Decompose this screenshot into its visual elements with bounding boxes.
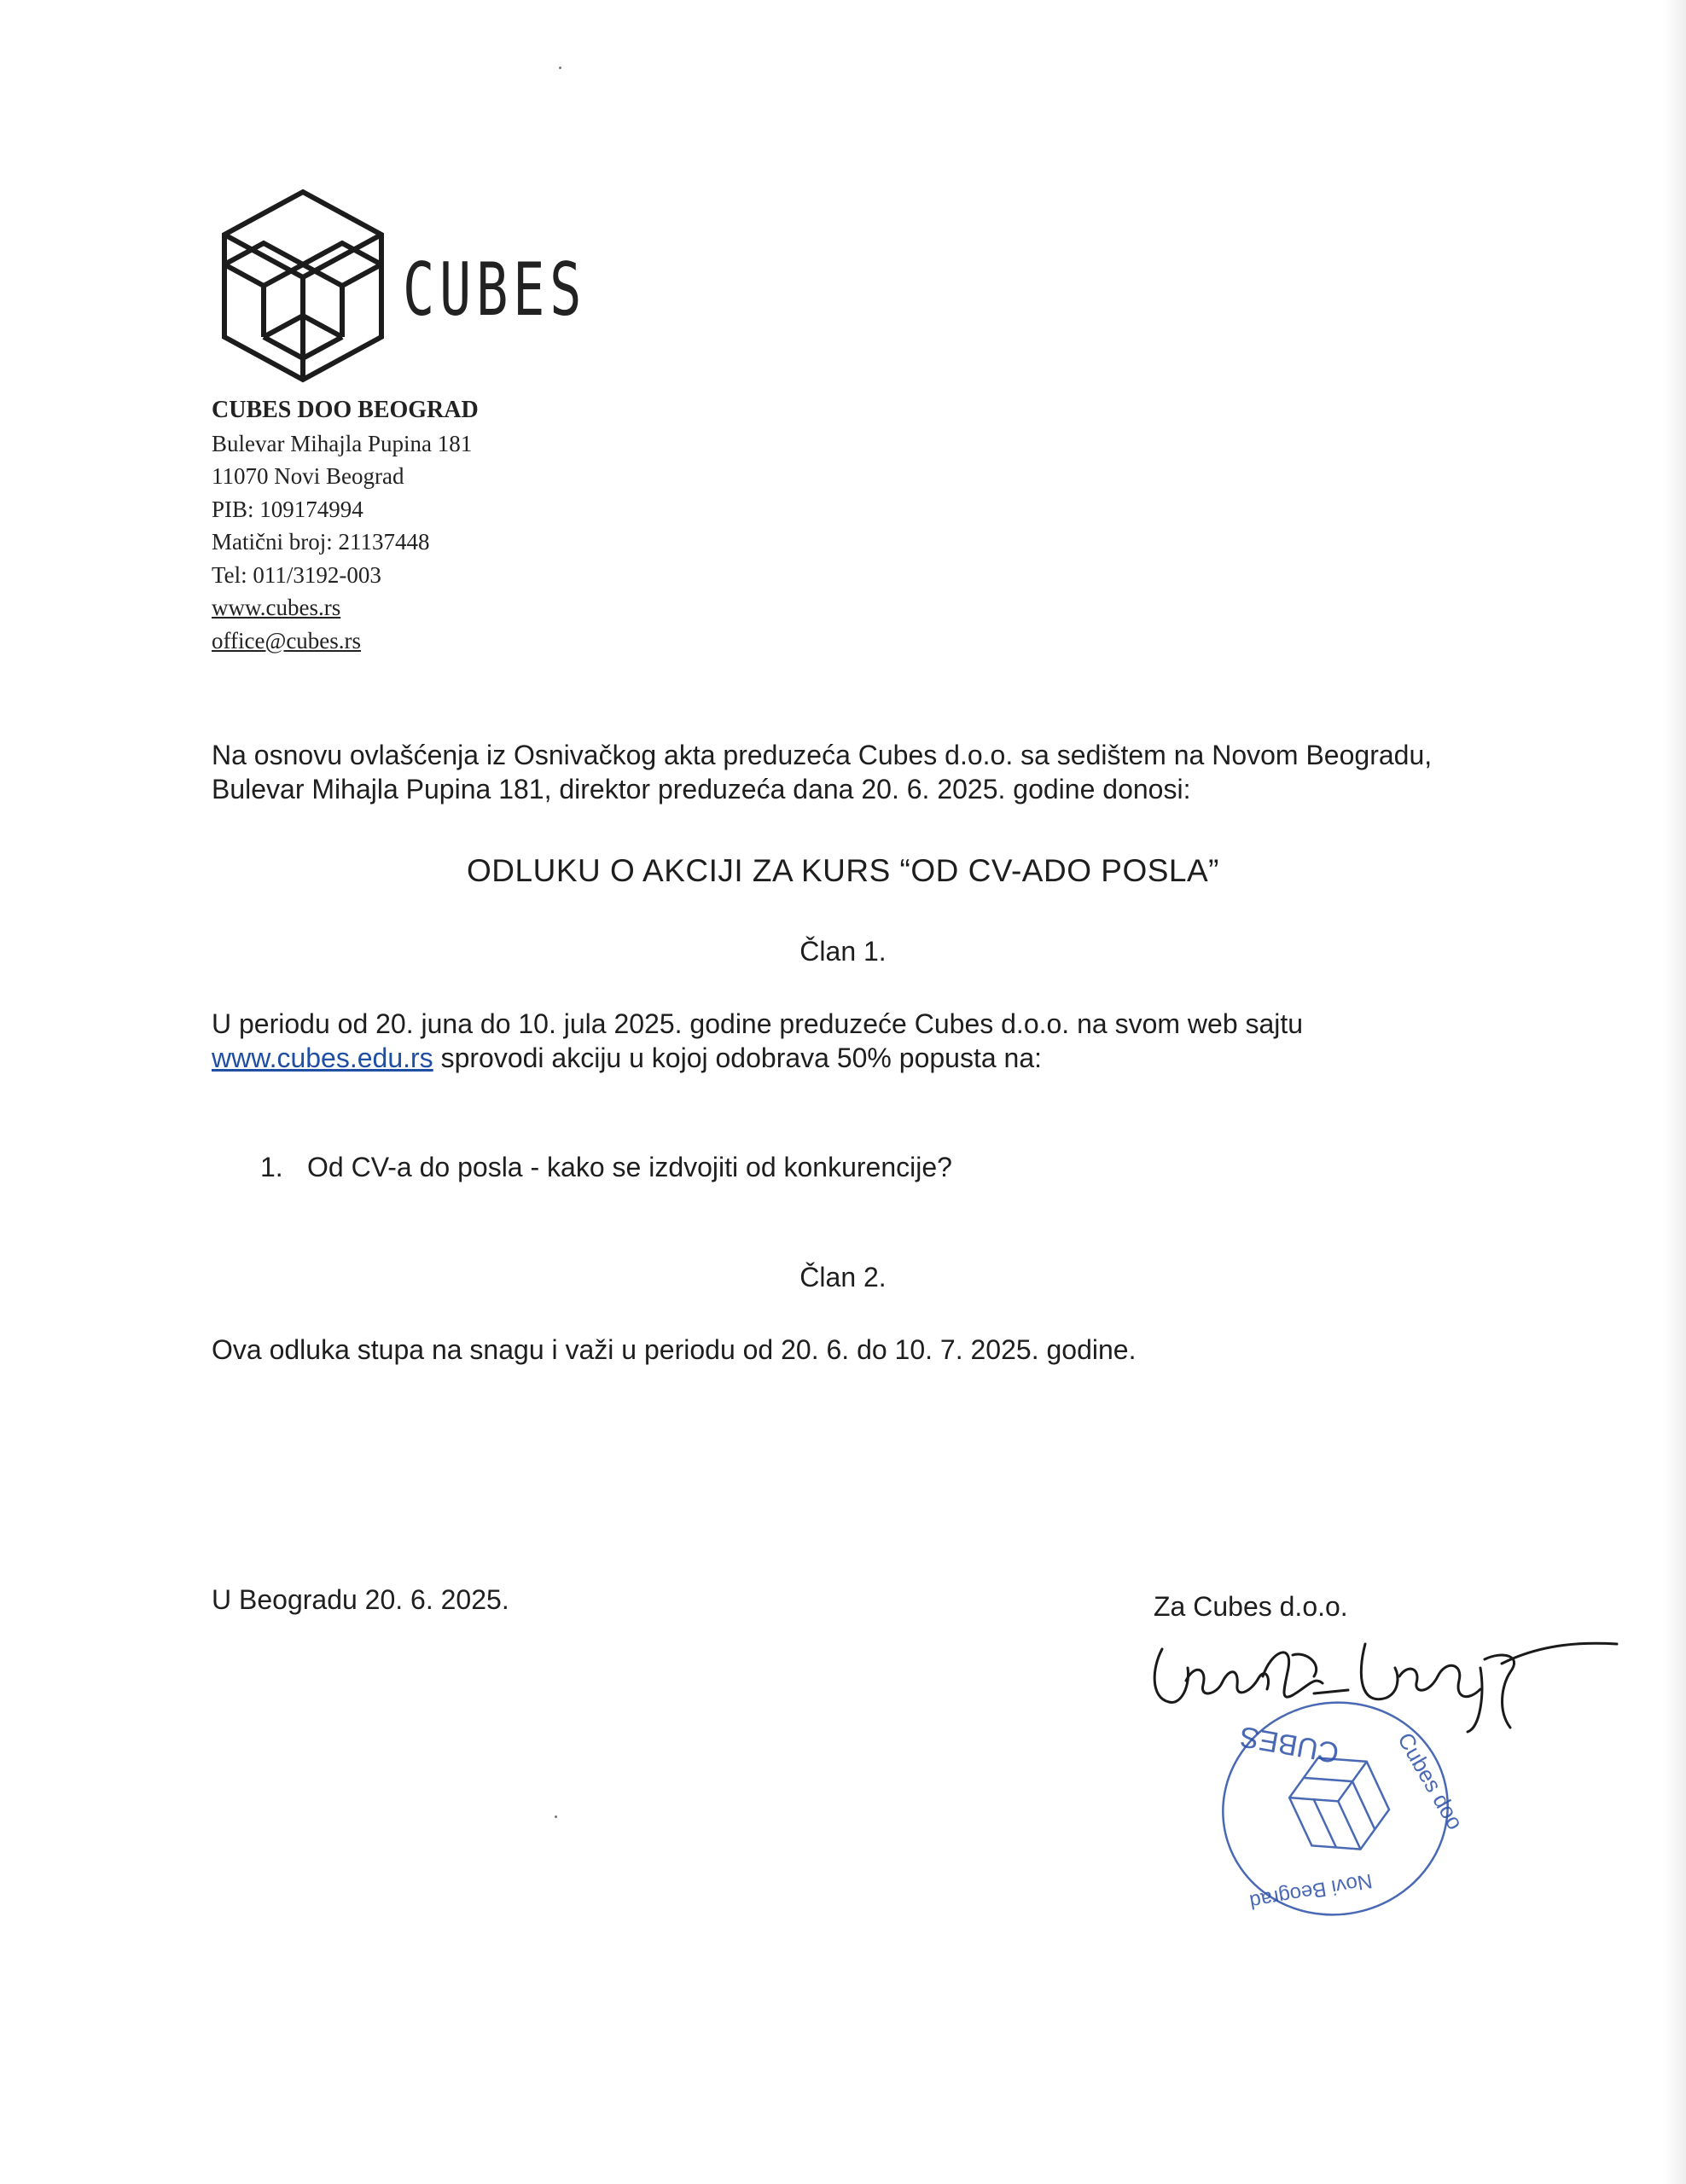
article-2-paragraph: Ova odluka stupa na snagu i važi u periodu od 20. 6. do 10. 7. 2025. godine.: [212, 1334, 1137, 1365]
article-1-line-rest: sprovodi akciju u kojoj odobrava 50% popusta na:: [433, 1043, 1043, 1073]
scan-edge-shadow: [1664, 0, 1686, 2184]
article-1-heading: Član 1.: [799, 936, 887, 967]
company-registration-number: Matični broj: 21137448: [212, 529, 430, 555]
article-2-heading: Član 2.: [799, 1262, 887, 1292]
company-phone: Tel: 011/3192-003: [212, 561, 381, 588]
intro-paragraph: [212, 738, 1466, 806]
company-stamp: [1212, 1693, 1468, 1924]
stamp-text-bottom: Novi Beograd: [1247, 1868, 1375, 1914]
intro-line: Na osnovu ovlašćenja iz Osnivačkog akta preduzeća Cubes d.o.o. sa sedištem na Novom Beogradu,: [212, 740, 1433, 770]
course-website-link[interactable]: www.cubes.edu.rs: [212, 1043, 433, 1073]
stamp-text-top: CUBES: [1237, 1719, 1342, 1769]
company-city: 11070 Novi Beograd: [212, 463, 404, 489]
company-info: [212, 394, 479, 657]
scan-speck: [559, 67, 561, 69]
logo-wordmark: CUBES: [403, 247, 587, 333]
article-1-paragraph: [212, 1007, 1466, 1075]
company-website-link[interactable]: www.cubes.rs: [212, 595, 341, 620]
company-name: CUBES DOO BEOGRAD: [212, 397, 479, 423]
stamp-text-right: Cubes doo: [1392, 1728, 1468, 1834]
signatory-label: Za Cubes d.o.o.: [1154, 1591, 1348, 1622]
intro-line: Bulevar Mihajla Pupina 181, direktor preduzeća dana 20. 6. 2025. godine donosi:: [212, 774, 1191, 804]
company-address: Bulevar Mihajla Pupina 181: [212, 430, 473, 456]
scan-speck: [555, 1815, 557, 1818]
list-item: [260, 1152, 952, 1183]
list-item-text: Od CV-a do posla - kako se izdvojiti od konkurencije?: [307, 1152, 952, 1182]
company-pib: PIB: 109174994: [212, 496, 363, 522]
place-and-date: U Beogradu 20. 6. 2025.: [212, 1584, 509, 1615]
article-1-line: U periodu od 20. juna do 10. jula 2025. godine preduzeće Cubes d.o.o. na svom web sajtu: [212, 1008, 1304, 1039]
company-email-link[interactable]: office@cubes.rs: [212, 627, 362, 653]
document-title: ODLUKU O AKCIJI ZA KURS “OD CV-ADO POSLA”: [467, 853, 1219, 888]
list-item-number: 1.: [260, 1152, 283, 1182]
